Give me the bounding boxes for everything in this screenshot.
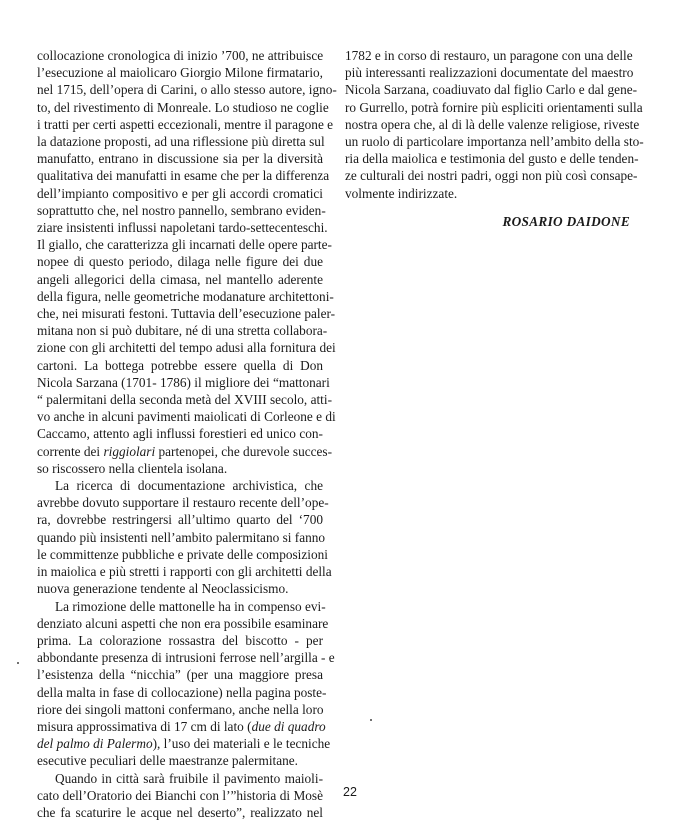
text-line: della malta in fase di collocazione) nella pagina poste- (37, 684, 327, 700)
text-line: Il giallo, che caratterizza gli incarnati delle opere parte- (37, 237, 332, 253)
text-line: Caccamo, attento agli influssi forestieri ed unico con- (37, 426, 323, 442)
text-line: La rimozione delle mattonelle ha in compenso evi- (55, 598, 326, 614)
text-line: ziare insistenti influssi napoletani tardo-settecenteschi. (37, 220, 328, 236)
text-segment: misura approssimativa di 17 cm di lato ( (37, 718, 252, 734)
text-line: avrebbe dovuto supportare il restauro recente dell’ope- (37, 495, 329, 511)
text-line: ze culturali dei nostri padri, oggi non più così consape- (345, 168, 638, 184)
text-line: La ricerca di documentazione archivistica, che (55, 478, 323, 494)
text-line: l’esecuzione al maiolicaro Giorgio Milone firmatario, (37, 65, 323, 81)
scan-speck (370, 719, 372, 721)
text-line: “ palermitani della seconda metà del XVIII secolo, atti- (37, 392, 332, 408)
text-line (37, 735, 331, 752)
text-line: volmente indirizzate. (345, 185, 458, 201)
text-segment: partenopei, che durevole succes- (155, 443, 333, 459)
text-line: della figura, nelle geometriche modanature architettoni- (37, 288, 334, 304)
text-segment: corrente dei (37, 443, 104, 459)
text-line: le committenze pubbliche e private delle composizioni (37, 546, 328, 562)
text-line: denziato alcuni aspetti che non era possibile esaminare (37, 615, 329, 631)
text-line: mitana non si può dubitare, né di una stretta collabora- (37, 323, 328, 339)
italic-term: riggiolari (103, 443, 156, 459)
text-line: manufatto, entrano in discussione sia per la diversità (37, 151, 323, 167)
text-line: cato dell’Oratorio dei Bianchi con l’”historia di Mosè (37, 787, 323, 803)
text-line: nostra opera che, al di là delle valenze religiose, riveste (345, 116, 640, 132)
right-column (345, 47, 644, 202)
italic-term: del palmo di Palermo (37, 736, 153, 752)
text-line: la datazione proposti, ad una riflessione più diretta sul (37, 134, 325, 150)
text-line: collocazione cronologica di inizio ’700, ne attribuisce (37, 48, 324, 63)
text-line: che, nei misurati festoni. Tuttavia dell’esecuzione paler- (37, 306, 336, 322)
text-line: in maiolica e più stretti i rapporti con gli architetti della (37, 564, 332, 580)
text-line: i tratti per certi aspetti eccezionali, mentre il paragone e (37, 116, 334, 132)
text-line: angeli allegorici della cimasa, nel mantello aderente (37, 271, 323, 287)
left-column (37, 47, 337, 821)
text-line: Nicola Sarzana, coadiuvato dal figlio Carlo e dal gene- (345, 82, 638, 98)
text-line: abbondante presenza di intrusioni ferrose nell’argilla - e (37, 650, 335, 666)
page-number: 22 (343, 785, 357, 799)
text-line (37, 718, 326, 735)
text-line: so riscossero nella clientela isolana. (37, 460, 228, 476)
text-line: vo anche in alcuni pavimenti maiolicati di Corleone e di (37, 409, 336, 425)
author-signature: ROSARIO DAIDONE (502, 214, 630, 229)
text-line: quando più insistenti nell’ambito palermitano si fanno (37, 529, 326, 545)
text-line: Quando in città sarà fruibile il pavimento maioli- (55, 770, 323, 786)
text-line: prima. La colorazione rossastra del biscotto - per (37, 632, 323, 648)
text-line: to, del rivestimento di Monreale. Lo studioso ne coglie (37, 99, 329, 115)
text-segment: ), l’uso dei materiali e le tecniche (152, 736, 331, 752)
italic-term: due di quadro (251, 718, 326, 734)
text-line: nopee di questo periodo, dilaga nelle figure dei due (37, 254, 323, 270)
text-line: 1782 e in corso di restauro, un paragone con una delle (345, 48, 633, 63)
text-line: che fa scaturire le acque nel deserto”, realizzato nel (37, 804, 323, 820)
text-line: nel 1715, dell’opera di Carini, o allo stesso autore, igno- (37, 82, 337, 98)
text-line: ria della maiolica e testimonia del gusto e delle tenden- (345, 151, 639, 167)
text-line: ro Gurrello, potrà fornire più espliciti orientamenti sulla (345, 99, 643, 115)
text-line: ra, dovrebbe restringersi all’ultimo quarto del ‘700 (37, 512, 323, 528)
text-line: nuova generazione tendente al Neoclassicismo. (37, 581, 289, 597)
text-line: zione con gli architetti del tempo adusi alla fornitura dei (37, 340, 336, 356)
text-line: cartoni. La bottega potrebbe essere quella di Don (37, 357, 323, 373)
text-line: Nicola Sarzana (1701- 1786) il migliore dei “mattonari (37, 374, 330, 390)
text-line: l’esistenza della “nicchia” (per una maggiore presa (37, 667, 323, 683)
text-line: soprattutto che, nel nostro pannello, sembrano eviden- (37, 202, 326, 218)
text-line: esecutive peculiari delle maestranze palermitane. (37, 753, 298, 769)
text-line: qualitativa dei manufatti in esame che per la differenza (37, 168, 330, 184)
scan-speck (17, 662, 19, 664)
text-line: più interessanti realizzazioni documentate del maestro (345, 65, 634, 81)
text-line (37, 443, 333, 460)
text-line: riore dei singoli mattoni confermano, anche nella loro (37, 701, 324, 717)
text-line: un ruolo di particolare importanza nell’ambito della sto- (345, 134, 644, 150)
text-line: dell’impianto compositivo e per gli accordi cromatici (37, 185, 323, 201)
